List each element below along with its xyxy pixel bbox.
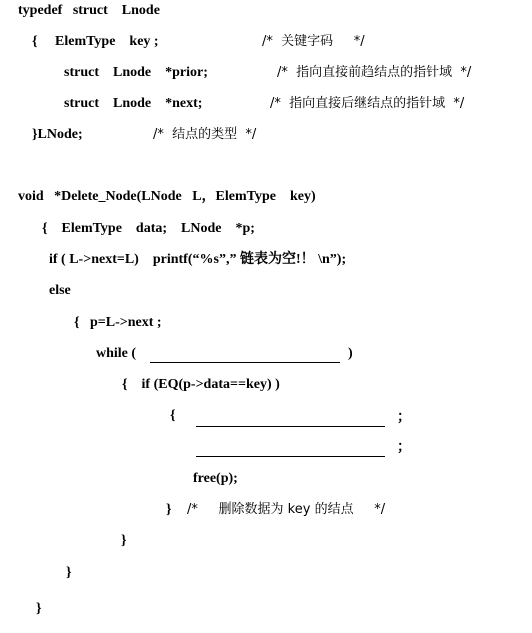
code-line-close-else: } [66, 565, 72, 580]
code-line-close-if: } [166, 502, 172, 517]
code-line-close-while: } [121, 533, 127, 548]
code-line-declarations: { ElemType data; LNode *p; [42, 221, 255, 236]
code-line-while: while ( [96, 346, 137, 361]
code-line-open-brace: { [170, 408, 176, 423]
code-line-if-match: { if (EQ(p->data==key) ) [122, 377, 280, 392]
semicolon-2: ； [397, 440, 411, 455]
comment-struct-end: /* 结点的类型 */ [153, 127, 257, 142]
code-line-function-signature: void *Delete_Node(LNode L，ElemType key) [18, 189, 316, 204]
fill-in-blank-statement-1[interactable] [196, 426, 385, 427]
code-line-init-p: { p=L->next ; [74, 315, 162, 330]
comment-key-field: /* 关键字码 */ [262, 34, 365, 49]
code-line-else: else [49, 283, 71, 298]
code-line-if-empty: if ( L->next=L) printf(“%s”,” 链表为空!！ \n”); [49, 252, 347, 267]
fill-in-blank-statement-2[interactable] [196, 456, 385, 457]
comment-prior-field: /* 指向直接前趋结点的指针域 */ [277, 65, 472, 80]
code-line-close-function: } [36, 601, 42, 616]
fill-in-blank-while-condition[interactable] [150, 362, 340, 363]
code-line-struct-end: }LNode; [32, 127, 83, 142]
code-line-key-field: { ElemType key ; [32, 34, 159, 49]
semicolon-1: ； [397, 410, 411, 425]
comment-next-field: /* 指向直接后继结点的指针域 */ [270, 96, 465, 111]
code-line-next-field: struct Lnode *next; [64, 96, 203, 111]
code-line-while-close: ) [348, 346, 353, 361]
comment-delete-node: /* 删除数据为 key 的结点 */ [187, 502, 386, 517]
code-line-typedef: typedef struct Lnode [18, 3, 160, 18]
code-line-prior-field: struct Lnode *prior; [64, 65, 208, 80]
code-line-free: free(p); [193, 471, 238, 486]
